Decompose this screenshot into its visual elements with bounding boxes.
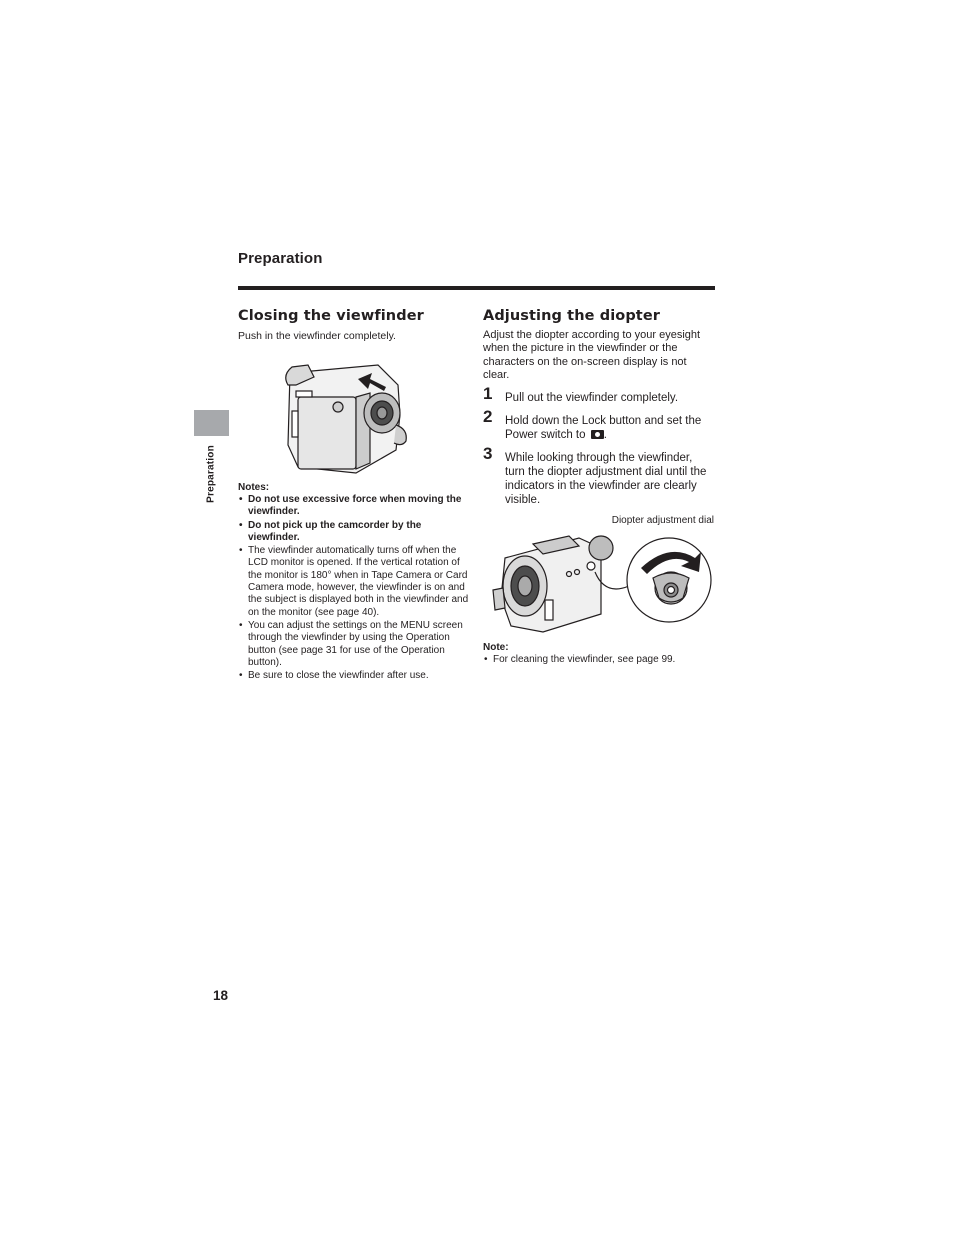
side-tab [194,410,229,436]
step-text: While looking through the viewfinder, turn the diopter adjustment dial until the indicators in the viewfinder are clearly visible. [505,451,707,506]
list-item: • Do not use excessive force when moving the viewfinder. [238,494,470,519]
step-3 [483,443,715,507]
closing-viewfinder-lead: Push in the viewfinder completely. [238,330,396,342]
diopter-adjustment-illustration [483,528,715,636]
closing-notes [238,482,470,683]
closing-viewfinder-heading: Closing the viewfinder [238,308,424,324]
side-tab-label: Preparation [205,445,217,503]
diopter-note [483,642,715,667]
camcorder-closing-illustration [278,355,418,477]
note-list [483,654,715,666]
step-number: 1 [483,383,493,403]
page-number: 18 [213,988,229,1003]
adjusting-diopter-heading: Adjusting the diopter [483,308,661,324]
step-text: Pull out the viewfinder completely. [505,391,679,404]
step-text-suffix: . [603,428,607,441]
list-item: • You can adjust the settings on the MENU screen through the viewfinder by using the Operation button (see page 31 for use of the Operation button). [238,620,470,669]
adjusting-diopter-section [483,308,715,516]
header-rule [238,286,715,290]
step-number: 2 [483,406,493,426]
step-2 [483,406,715,442]
list-item: • For cleaning the viewfinder, see page 99. [483,654,715,666]
notes-title: Notes: [238,482,270,493]
diopter-steps [483,383,715,507]
diopter-intro: Adjust the diopter according to your eyesight when the picture in the viewfinder or the characters on the on-screen display is not clear. [483,329,701,382]
closing-viewfinder-section [238,308,470,343]
step-number: 3 [483,443,493,463]
notes-list [238,494,470,682]
note-title: Note: [483,642,509,653]
list-item: • Do not pick up the camcorder by the viewfinder. [238,520,470,545]
diopter-dial-label: Diopter adjustment dial [611,515,714,526]
list-item: • The viewfinder automatically turns off when the LCD monitor is opened. If the vertical rotation of the monitor is 180° when in Tape Camera or Card Camera mode, however, the viewfinder is on and the subject is displayed both in the viewfinder and on the monitor (see page 40). [238,545,470,619]
step-1 [483,383,715,405]
section-title: Preparation [238,250,323,267]
camera-icon [591,430,604,439]
list-item: • Be sure to close the viewfinder after use. [238,670,470,682]
step-text: Hold down the Lock button and set the Power switch to [505,414,702,441]
